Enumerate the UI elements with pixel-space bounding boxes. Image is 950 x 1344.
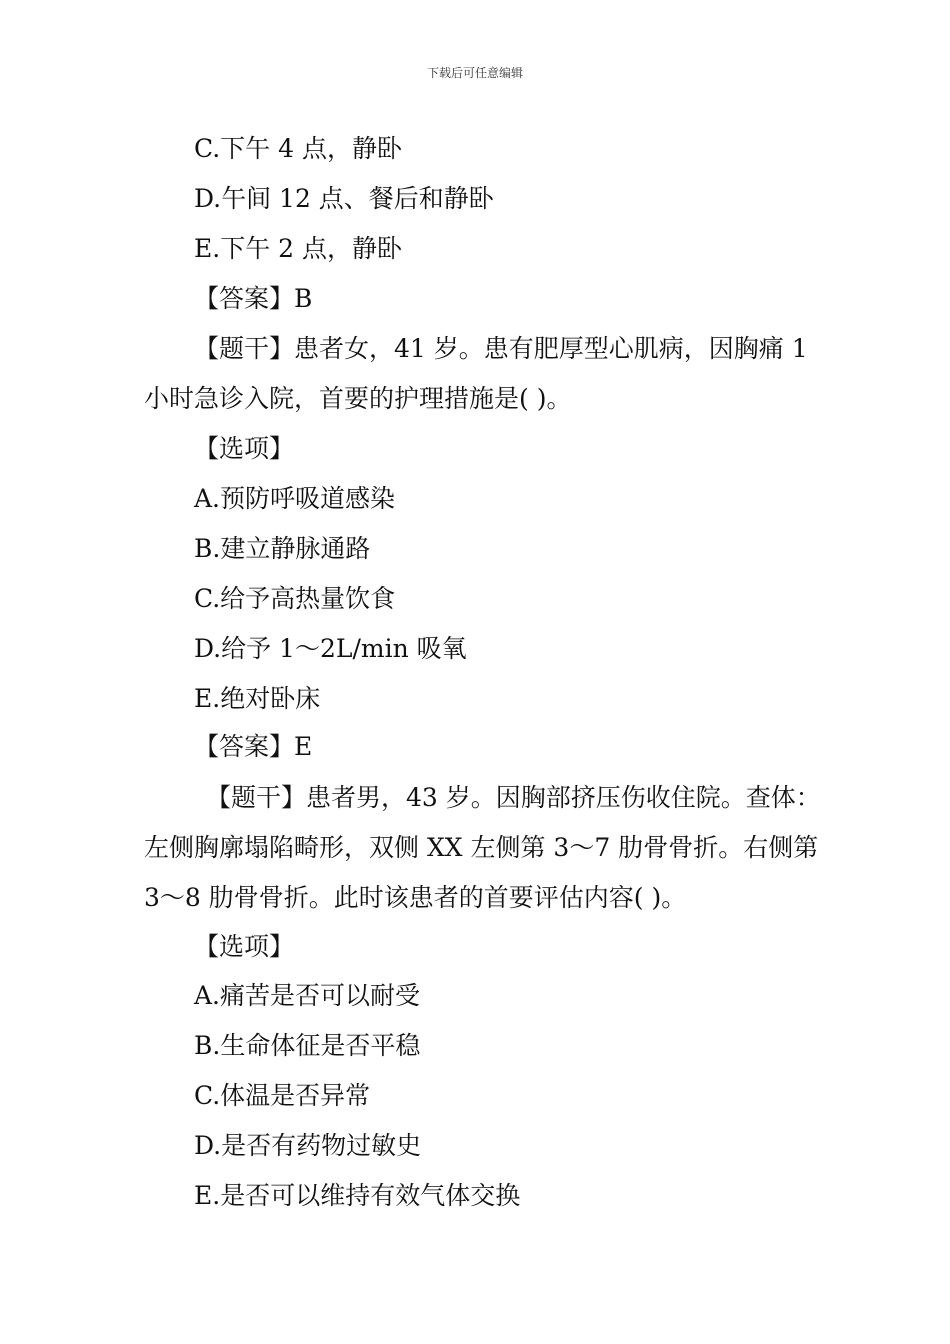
q2-stem-line-2: 左侧胸廓塌陷畸形，双侧 XX 左侧第 3～7 肋骨骨折。右侧第 xyxy=(144,833,819,862)
q0-option-c: C.下午 4 点，静卧 xyxy=(194,134,402,163)
q1-stem-line-1: 【题干】患者女，41 岁。患有肥厚型心肌病，因胸痛 1 xyxy=(194,334,808,363)
q0-option-e: E.下午 2 点，静卧 xyxy=(194,234,402,263)
q2-option-a: A.痛苦是否可以耐受 xyxy=(194,981,421,1010)
q2-option-d: D.是否有药物过敏史 xyxy=(194,1131,422,1160)
page-header: 下载后可任意编辑 xyxy=(426,66,523,80)
q1-option-d: D.给予 1～2L/min 吸氧 xyxy=(194,634,467,663)
q2-option-b: B.生命体征是否平稳 xyxy=(194,1031,421,1060)
q2-option-e: E.是否可以维持有效气体交换 xyxy=(194,1181,521,1210)
q2-stem-line-3: 3～8 肋骨骨折。此时该患者的首要评估内容( )。 xyxy=(144,883,687,912)
q1-stem-line-2: 小时急诊入院，首要的护理措施是( )。 xyxy=(144,384,572,413)
q2-option-c: C.体温是否异常 xyxy=(194,1081,371,1110)
q1-option-a: A.预防呼吸道感染 xyxy=(194,484,396,513)
q2-options-label: 【选项】 xyxy=(194,932,295,961)
q0-option-d: D.午间 12 点、餐后和静卧 xyxy=(194,184,494,213)
q1-option-b: B.建立静脉通路 xyxy=(194,534,371,563)
q2-stem-line-1: 【题干】患者男，43 岁。因胸部挤压伤收住院。查体： xyxy=(206,783,821,812)
q0-answer: 【答案】B xyxy=(194,284,313,313)
q1-option-e: E.绝对卧床 xyxy=(194,684,321,713)
q1-option-c: C.给予高热量饮食 xyxy=(194,584,396,613)
q1-answer: 【答案】E xyxy=(194,732,313,761)
q1-options-label: 【选项】 xyxy=(194,434,295,463)
